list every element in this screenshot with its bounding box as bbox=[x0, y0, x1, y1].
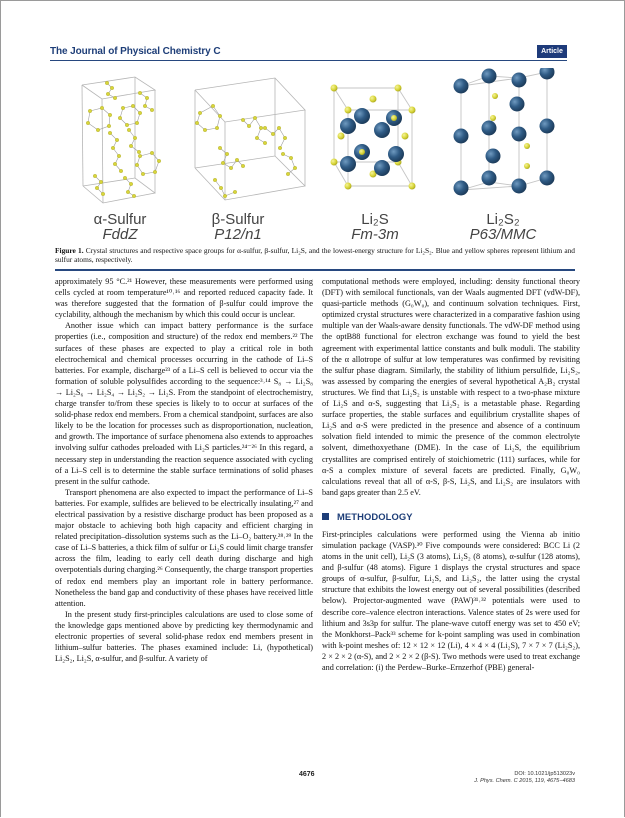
panel-label: α-Sulfur bbox=[93, 211, 147, 228]
journal-citation: J. Phys. Chem. C 2015, 119, 4675−4683 bbox=[474, 778, 575, 785]
article-badge: Article bbox=[537, 45, 567, 58]
space-group: Fm-3m bbox=[351, 226, 399, 243]
paragraph: computational methods were employed, including: density functional theory (DFT) with semilocal functionals, van der Waals augmented DFT (vdW-DF), quasi-particle methods (G₀W₀), and continuum solvation techniques. First, optimized crystal structures were characterized in a comparative fashion using multiple van der Waals-aware density functionals. The vdW-DF method using the optB88 functional for electron exchange was found to yield the best agreement with experimental lattice constants and bulk moduli. The stability of the α allotrope of sulfur at low temperatures was confirmed by revisiting the sulfur phase diagram. Similarly, the stability of lithium persulfide, Li₂S₂, was assessed by comparing the energies of several hypothetical A₂B₂ crystal structures. We find that Li₂S₂ is unstable with respect to a two-phase mixture of Li₂S and α-S, suggesting that Li₂S₂ is a metastable phase. Regarding surface properties, the stable surfaces and equilibrium crystallite shapes of Li₂S and α-S were predicted in the presence and absence of a continuum solvation field intended to mimic the presence of the common electrolyte solvent, dimethoxyethane (DME). In the case of Li₂S, the equilibrium crystallites are comprised entirely of stoichiometric (111) surfaces, while for α-S a complex mixture of several facets are predicted. Finally, G₀W₀ calculations reveal that all of α-S, β-S, Li₂S, and Li₂S₂ are insulators with band gaps greater than 2.5 eV. bbox=[322, 277, 580, 497]
space-group: FddZ bbox=[102, 226, 138, 243]
running-header bbox=[50, 46, 567, 61]
caption-divider bbox=[55, 269, 575, 271]
figure-caption bbox=[55, 246, 575, 265]
paragraph: approximately 95 °C.²¹ However, these measurements were performed using cells cycled at room temperature¹⁰˒¹⁶ and reported reduced capacity fade. It was therefore suggested that the formation of β-sulfur could improve the cyclability, although the mechanism by which this could occur is unclear. bbox=[55, 277, 313, 320]
li2s2-structure-icon bbox=[447, 68, 575, 208]
panel-beta-sulfur bbox=[185, 68, 315, 246]
li2s-structure-icon bbox=[320, 68, 440, 208]
space-group: P63/MMC bbox=[469, 226, 537, 243]
space-group: P12/n1 bbox=[214, 226, 262, 243]
figure-1 bbox=[55, 68, 575, 246]
footer-citation bbox=[474, 771, 575, 786]
paragraph: Another issue which can impact battery performance is the surface properties (i.e., composition and structure) of the redox end members.²² The surfaces of these phases are expected to play a critical role in both electrochemical and chemical processes occurring in the cathode of Li–S batteries. For example, discharge²³ of a Li–S cell is believed to occur via the formation of soluble polysulfides according to the sequence:³˒¹⁴ S₈ → Li₂S₈ → Li₂S₆ → Li₂S₄ → Li₂S₂ → Li₂S. From the standpoint of electrochemistry, charge transfer to/from these species is likely to to occur at surfaces of the solid-phase redox end members. From a chemical standpoint, surfaces are also likely to be the location for processes such as disproportionation, nucleation, and growth. The importance of surface phenomena also extends to approaches involving sulfur cathodes preloaded with Li₂S particles.²⁴⁻²⁶ In this regard, a necessary step in understanding the reaction sequence associated with cycling of a Li–S cell is to determine the stable surface terminations of solid phases present in the sulfur cathode. bbox=[55, 321, 313, 486]
panel-label: β-Sulfur bbox=[211, 211, 265, 228]
section-title: METHODOLOGY bbox=[337, 510, 413, 522]
caption-text: Crystal structures and respective space groups for α-sulfur, β-sulfur, Li₂S, and the lowest-energy structure for Li₂S₂. Blue and yellow spheres represent lithium and sulfur atoms, respectively. bbox=[55, 246, 575, 265]
paragraph: First-principles calculations were performed using the Vienna ab initio simulation package (VASP).³⁰ Five compounds were considered: BCC Li (2 atoms in the unit cell), Li₂S (3 atoms), Li₂S₂ (8 atoms), α-sulfur (128 atoms), and β-sulfur (48 atoms). Figure 1 displays the crystal structures and space groups of α-sulfur, β-sulfur, Li₂S, and Li₂S₂, the latter using the crystal structure that exhibits the lowest energy out of several possibilities (described below). Projector-augmented wave (PAW)³¹˒³² potentials were used to describe core–valence electron interactions. Valence states of 2s were used for lithium and 3s3p for sulfur. The plane-wave cutoff energy was set to 450 eV; the Monkhorst–Pack³³ scheme for k-point sampling was used in combination with k-point meshes of: 12 × 12 × 12 (Li), 4 × 4 × 4 (Li₂S), 7 × 7 × 7 (Li₂S₂), 2 × 2 × 2 (α-S), and 2 × 2 × 2 (β-S). Two methods were used to treat exchange and correlation: (i) the Perdew–Burke–Ernzerhof (PBE) general- bbox=[322, 529, 580, 672]
page-number: 4676 bbox=[299, 771, 315, 778]
panel-li2s2 bbox=[447, 68, 575, 246]
doi-link[interactable]: DOI: 10.1021/jp513023v bbox=[514, 771, 575, 777]
panel-alpha-sulfur bbox=[55, 68, 185, 246]
journal-title: The Journal of Physical Chemistry C bbox=[50, 46, 221, 57]
panel-label: Li₂S₂ bbox=[486, 211, 520, 228]
paragraph: In the present study first-principles calculations are used to close some of the knowledge gaps mentioned above by predicting key thermodynamic and electronic properties of several solid-phase redox end members present in lithium–sulfur batteries. The phases examined include: Li, (hypothetical) Li₂S₂, Li₂S, α-sulfur, and β-sulfur. A variety of bbox=[55, 609, 313, 664]
right-column bbox=[322, 276, 580, 673]
panel-li2s bbox=[320, 68, 440, 246]
left-column bbox=[55, 276, 313, 664]
section-square-icon bbox=[322, 513, 329, 520]
beta-sulfur-structure-icon bbox=[185, 68, 315, 208]
section-heading bbox=[322, 511, 580, 522]
paragraph: Transport phenomena are also expected to impact the performance of Li–S batteries. For example, sulfides are believed to be electrically insulating,²⁷ and electrical passivation by a resistive discharge product has been proposed as a major obstacle to achieving both high capacity and efficient charging in related precipitation–dissolution systems such as the Li–O₂ battery.²⁸˒²⁹ In the case of Li–S batteries, a thick film of sulfur or Li₂S could limit charge transfer across the film, leading to early cell death during discharge and high overpotentials during charging.²⁶ Consequently, the charge transport properties of redox end members play an important role in battery performance. Nonetheless the band gap and conductivity of these phases have received little attention. bbox=[55, 487, 313, 608]
panel-label: Li₂S bbox=[361, 211, 389, 228]
alpha-sulfur-structure-icon bbox=[55, 68, 185, 208]
caption-label: Figure 1. bbox=[55, 246, 84, 255]
